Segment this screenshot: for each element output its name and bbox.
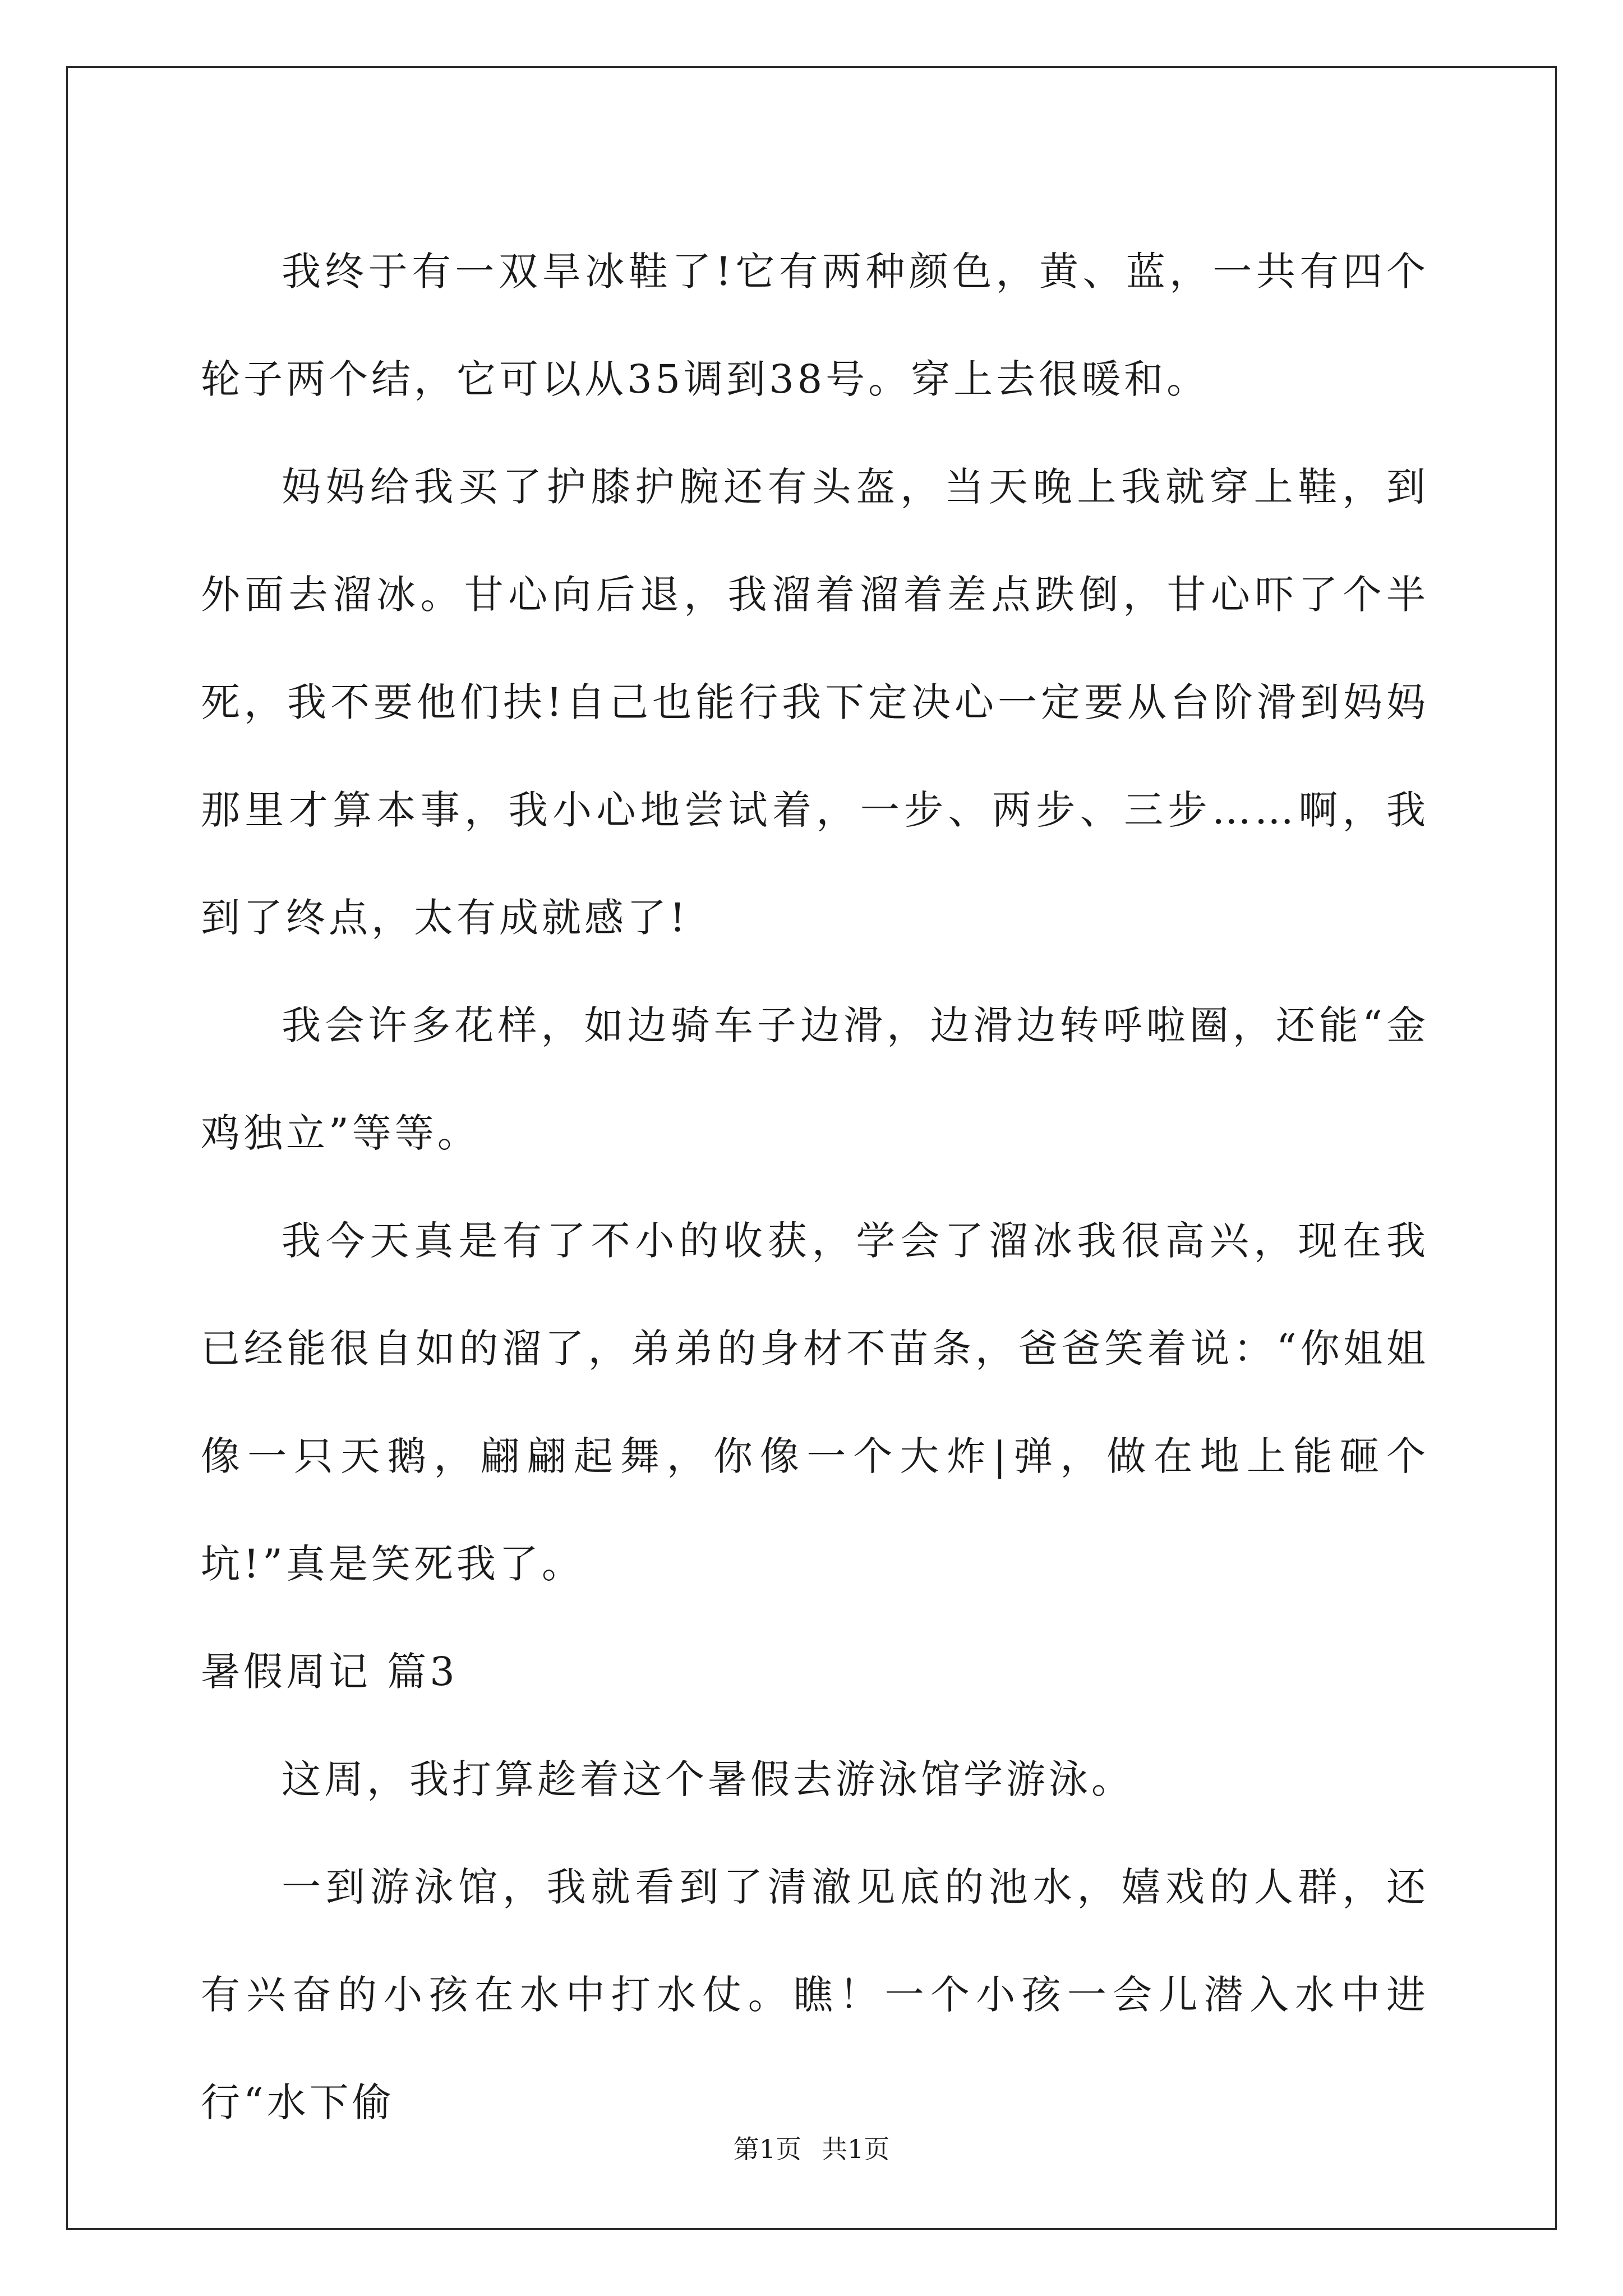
paragraph: 我终于有一双旱冰鞋了!它有两种颜色，黄、蓝，一共有四个轮子两个结，它可以从35调到38号。穿上去很暖和。 [201, 249, 1429, 402]
paragraph: 我会许多花样，如边骑车子边滑，边滑边转呼啦圈，还能“金鸡独立”等等。 [201, 1002, 1429, 1156]
page-footer [0, 2129, 1623, 2166]
paragraph: 这周，我打算趁着这个暑假去游泳馆学游泳。 [282, 1756, 1134, 1802]
document-body [201, 218, 1429, 2156]
page-number-current: 第1页 [733, 2134, 801, 2164]
paragraph: 我今天真是有了不小的收获，学会了溜冰我很高兴，现在我已经能很自如的溜了，弟弟的身材不苗条，爸爸笑着说：“你姐姐像一只天鹅，翩翩起舞，你像一个大炸|弹，做在地上能砸个坑!”真是笑死我了。 [201, 1218, 1429, 1587]
section-heading: 暑假周记 篇3 [201, 1649, 458, 1695]
paragraph: 一到游泳馆，我就看到了清澈见底的池水，嬉戏的人群，还有兴奋的小孩在水中打水仗。瞧！一个小孩一会儿潜入水中进行“水下偷 [201, 1864, 1429, 2125]
paragraph: 妈妈给我买了护膝护腕还有头盔，当天晚上我就穿上鞋，到外面去溜冰。甘心向后退，我溜着溜着差点跌倒，甘心吓了个半死，我不要他们扶!自己也能行我下定决心一定要从台阶滑到妈妈那里才算本事，我小心地尝试着，一步、两步、三步……啊，我到了终点，太有成就感了! [201, 464, 1429, 941]
page-number-total: 共1页 [822, 2134, 890, 2164]
